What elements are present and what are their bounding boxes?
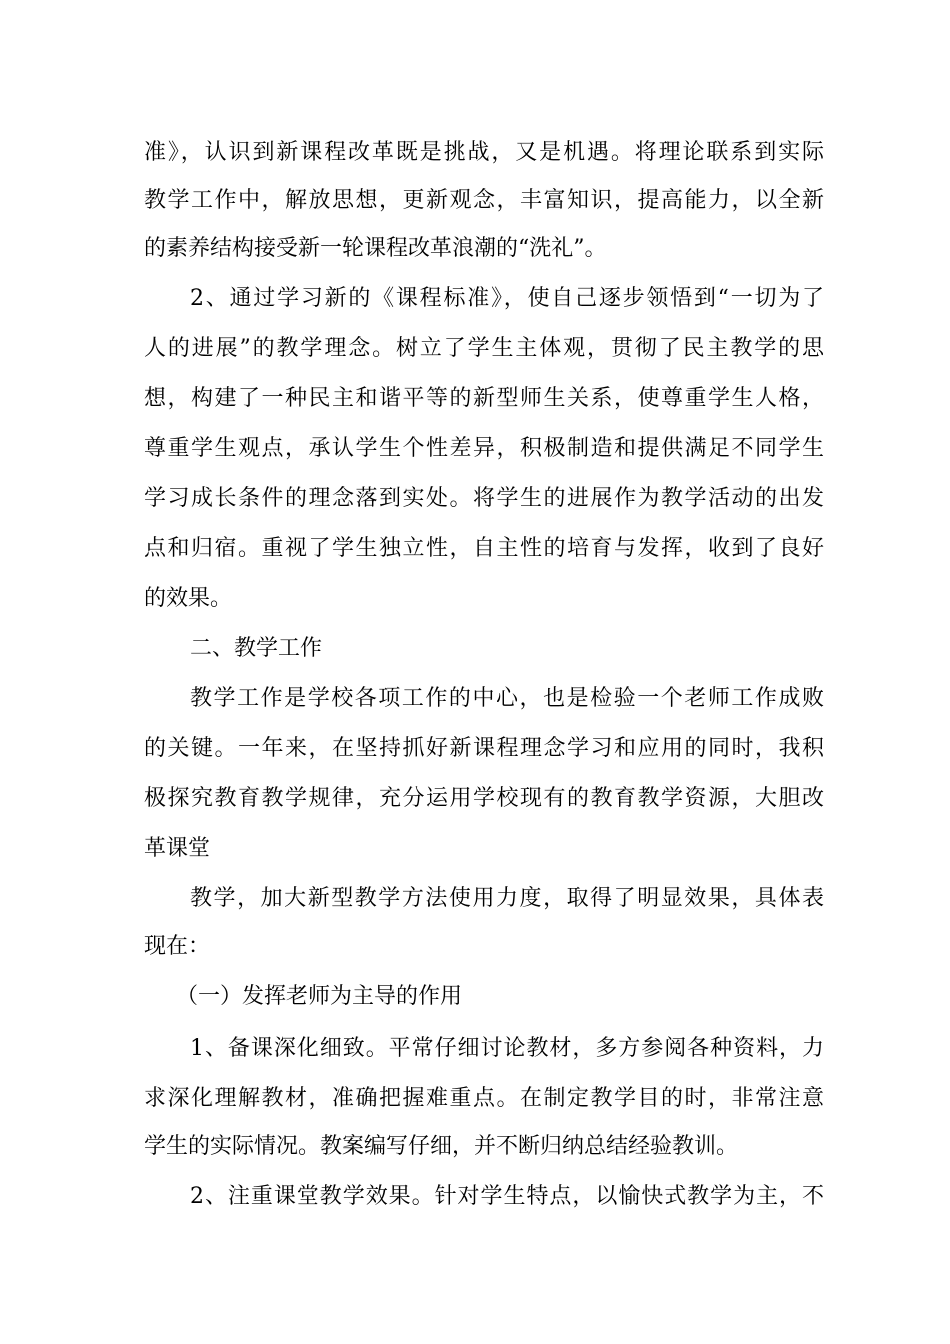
text-line: 人的进展”的教学理念。树立了学生主体观，贯彻了民主教学的思 [144,336,824,361]
paragraph-first-line: 教学，加大新型教学方法使用力度，取得了明显效果，具体表 [190,886,824,911]
text-line: 准》，认识到新课程改革既是挑战，又是机遇。将理论联系到实际 [144,140,824,165]
paragraph-first-line: 1、备课深化细致。平常仔细讨论教材，多方参阅各种资料，力 [190,1036,824,1061]
text-line: 革课堂 [144,836,211,861]
text-line: 点和归宿。重视了学生独立性，自主性的培育与发挥，收到了良好 [144,536,824,561]
text-line: 学生的实际情况。教案编写仔细，并不断归纳总结经验教训。 [144,1134,739,1159]
text-line: 学习成长条件的理念落到实处。将学生的进展作为教学活动的出发 [144,486,824,511]
text-line: 尊重学生观点，承认学生个性差异，积极制造和提供满足不同学生 [144,436,824,461]
text-line: 想，构建了一种民主和谐平等的新型师生关系，使尊重学生人格， [144,386,824,411]
subsection-heading: （一）发挥老师为主导的作用 [176,984,463,1009]
text-line: 极探究教育教学规律，充分运用学校现有的教育教学资源，大胆改 [144,786,824,811]
text-line: 教学工作中，解放思想，更新观念，丰富知识，提高能力，以全新 [144,188,824,213]
text-line: 的效果。 [144,586,233,611]
paragraph-first-line: 2、注重课堂教学效果。针对学生特点，以愉快式教学为主，不 [190,1184,824,1209]
text-line: 的素养结构接受新一轮课程改革浪潮的“洗礼”。 [144,236,607,261]
text-line: 现在： [144,934,211,959]
paragraph-first-line: 2、通过学习新的《课程标准》，使自己逐步领悟到“一切为了 [190,286,824,311]
text-line: 的关键。一年来，在坚持抓好新课程理念学习和应用的同时，我积 [144,736,824,761]
text-line: 求深化理解教材，准确把握难重点。在制定教学目的时，非常注意 [144,1086,824,1111]
section-heading: 二、教学工作 [190,636,323,661]
paragraph-first-line: 教学工作是学校各项工作的中心，也是检验一个老师工作成败 [190,686,824,711]
